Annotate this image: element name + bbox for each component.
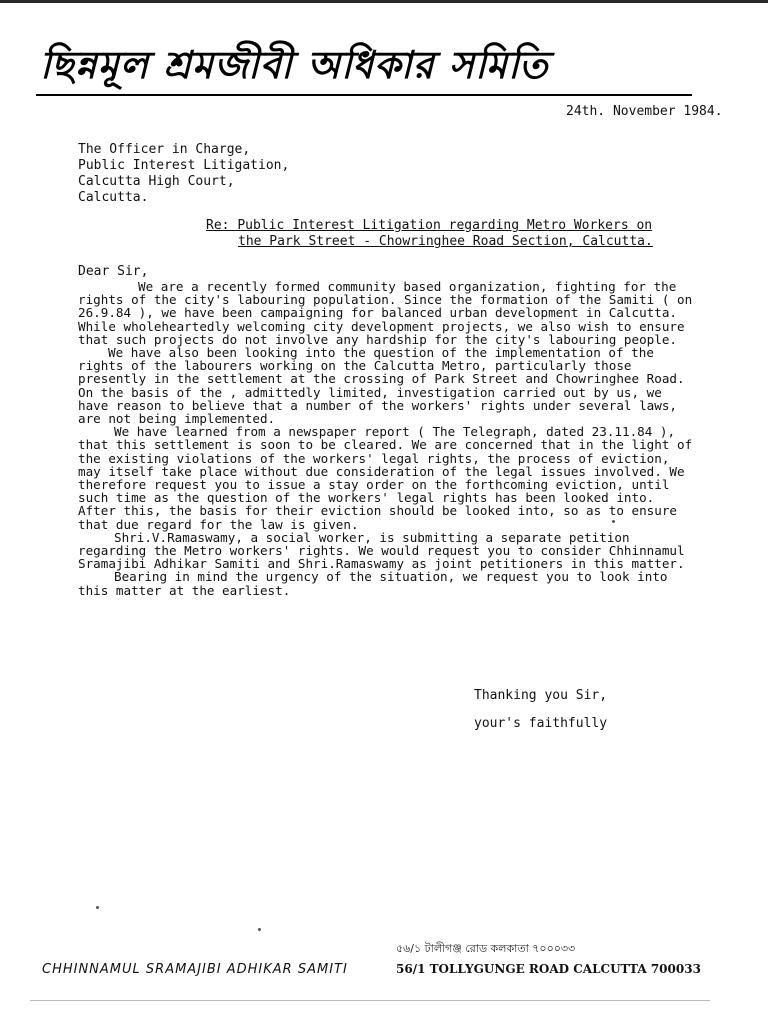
salutation: Dear Sir, (78, 264, 149, 279)
letter-body (78, 280, 698, 597)
scan-top-edge (0, 0, 768, 3)
subject-line-2: the Park Street - Chowringhee Road Section, Calcutta. (238, 234, 653, 249)
body-paragraph: We have also been looking into the question of the implementation of the rights of the labourers working on the Calcutta Metro, particularly those presently in the settlement at the crossing of Park Street and Chowringhee Road. On the basis of the , admittedly limited, investigation carried out by us, we have reason to believe that a number of the workers' rights under several laws, are not being implemented. (78, 345, 685, 427)
addressee-line: The Officer in Charge, (78, 142, 251, 157)
scan-speck (96, 906, 99, 909)
footer-organization-name: CHHINNAMUL SRAMAJIBI ADHIKAR SAMITI (42, 962, 348, 977)
footer-bengali-address: ৫৬/১ টালীগঞ্জ রোড কলকাতা ৭০০০৩৩ (396, 942, 576, 955)
footer-address: 56/1 TOLLYGUNGE ROAD CALCUTTA 700033 (396, 962, 701, 976)
closing-signoff: your's faithfully (474, 716, 608, 731)
body-paragraph: We are a recently formed community based organization, fighting for the rights of the city's labouring population. Since the formation of the Samiti ( on 26.9.84 ), we have been campaigning for balanced urban development in Calcutta. While wholeheartedly welcoming city development projects, we also wish to ensure that such projects do not involve any hardship for the city's labouring people. (78, 279, 693, 347)
subject-prefix: Re: (206, 218, 230, 233)
closing-thanks: Thanking you Sir, (474, 688, 608, 703)
subject-text-1: Public Interest Litigation regarding Metro Workers on (237, 218, 653, 233)
footer-rule (30, 1000, 710, 1001)
addressee-line: Calcutta. (78, 190, 149, 205)
addressee-block (78, 142, 289, 206)
addressee-line: Calcutta High Court, (78, 174, 235, 189)
letter-date: 24th. November 1984. (566, 104, 723, 119)
body-paragraph: We have learned from a newspaper report ( The Telegraph, dated 23.11.84 ), that this settlement is soon to be cleared. We are concerned that in the light of the existing violations of the workers' legal rights, the process of eviction, may itself take place without due consideration of the legal issues involved. We therefore request you to issue a stay order on the forthcoming eviction, until such time as the question of the workers' legal rights has been looked into. After this, the basis for their eviction should be looked into, so as to ensure that due regard for the law is given. (78, 424, 693, 532)
subject-block (206, 218, 653, 250)
subject-line-1 (206, 218, 653, 234)
body-paragraph: Shri.V.Ramaswamy, a social worker, is submitting a separate petition regarding the Metro workers' rights. We would request you to consider Chhinnamul Sramajibi Adhikar Samiti and Shri.Ramaswamy as joint petitioners in this matter. (78, 529, 685, 572)
scan-speck (612, 520, 615, 523)
letterhead-rule (36, 94, 692, 96)
letterhead-title: ছিন্নমূল শ্রমজীবী অধিকার সমিতি (40, 42, 549, 87)
closing-block (474, 682, 607, 738)
scan-speck (258, 928, 261, 931)
addressee-line: Public Interest Litigation, (78, 158, 290, 173)
body-paragraph: Bearing in mind the urgency of the situation, we request you to look into this matter at the earliest. (78, 569, 668, 598)
